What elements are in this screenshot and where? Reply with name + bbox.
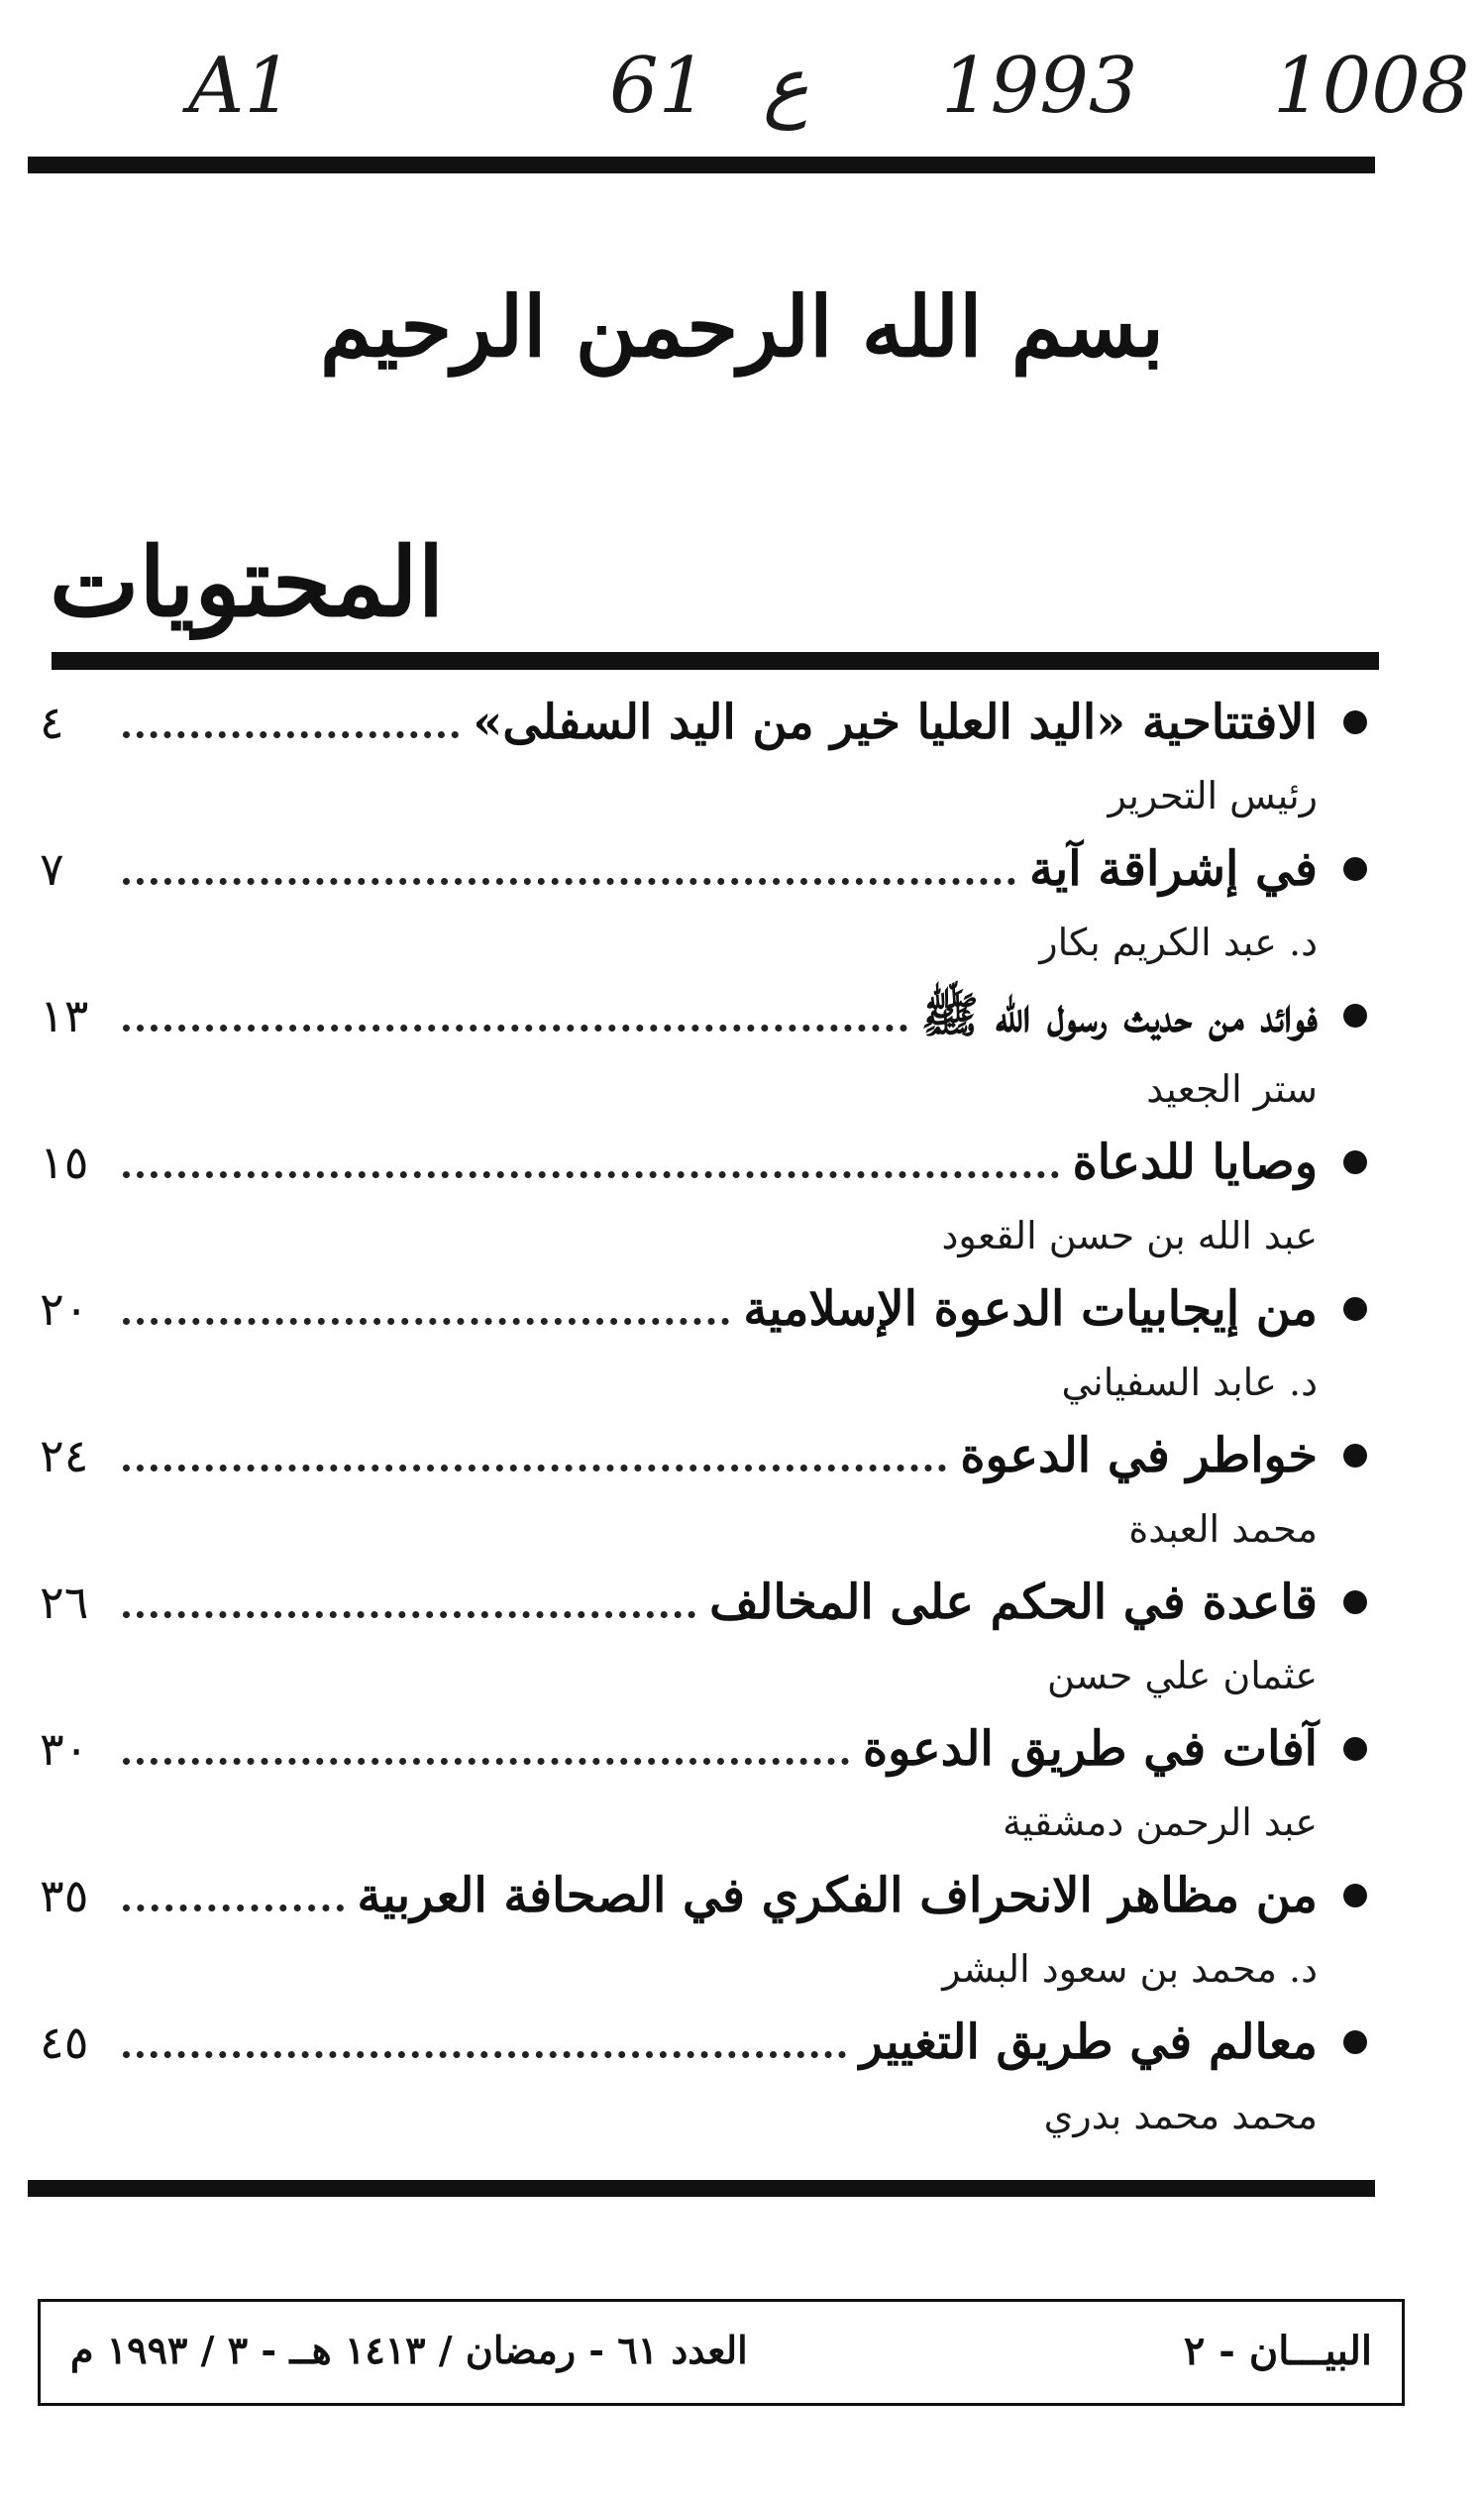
toc-page-number: ٣٠ [40,1722,89,1776]
dot-leader [123,1905,344,1911]
toc-author: د. عبد الكريم بكار [1039,921,1318,964]
toc-title[interactable]: قاعدة في الحكم على المخالف [709,1575,1318,1630]
toc-title[interactable]: آفات في طريق الدعوة [863,1721,1318,1777]
table-of-contents [40,684,1367,2150]
toc-title[interactable]: في إشراقة آية [1029,841,1318,897]
toc-entry[interactable] [40,977,1367,1124]
toc-entry[interactable] [40,1710,1367,1857]
handwritten-year: 1993 [941,42,1138,131]
contents-title: المحتويات [50,526,445,638]
toc-entry[interactable] [40,684,1367,830]
dot-leader [123,731,459,738]
magazine-page-label: البيـــان - ٢ [1183,2328,1372,2374]
dot-leader [123,1171,1059,1178]
toc-page-number: ٢٦ [40,1576,89,1629]
bullet-icon [1343,2030,1367,2054]
bullet-icon [1343,1297,1367,1321]
toc-entry[interactable] [40,1270,1367,1417]
dot-leader [123,1318,729,1325]
bullet-icon [1343,1150,1367,1174]
toc-author: محمد محمد بدري [1043,2094,1318,2137]
footer-box [38,2299,1405,2406]
bullet-icon [1343,1737,1367,1761]
toc-page-number: ٣٥ [40,1869,89,1922]
toc-entry[interactable] [40,1417,1367,1564]
bullet-icon [1343,710,1367,734]
toc-title[interactable]: خواطر في الدعوة [960,1428,1318,1483]
toc-author: عبد الرحمن دمشقية [1003,1800,1318,1844]
bullet-icon [1343,1004,1367,1028]
bullet-icon [1343,1444,1367,1468]
bullet-icon [1343,1590,1367,1614]
handwritten-issue-number: 61 [609,42,708,131]
handwritten-archive-id: 1008 [1273,42,1470,131]
toc-page-number: ٤ [40,696,64,749]
toc-page-number: ٧ [40,842,64,896]
toc-page-number: ٢٠ [40,1282,89,1336]
toc-title[interactable]: وصايا للدعاة [1072,1135,1318,1190]
toc-entry[interactable] [40,1564,1367,1710]
toc-title[interactable]: معالم في طريق التغيير [859,2014,1318,2070]
bullet-icon [1343,857,1367,881]
toc-entry[interactable] [40,1857,1367,2004]
toc-author: محمد العبدة [1128,1507,1318,1551]
dot-leader [123,2051,846,2058]
dot-leader [123,1025,907,1032]
bottom-rule [28,2180,1375,2197]
toc-title[interactable]: من إيجابيات الدعوة الإسلامية [743,1281,1318,1337]
toc-title[interactable]: من مظاهر الانحراف الفكري في الصحافة العربية [357,1868,1318,1923]
handwritten-volume: A1 [188,42,293,131]
dot-leader [123,878,1015,885]
top-rule [28,157,1375,173]
handwritten-issue-letter: ع [763,42,809,131]
toc-page-number: ٤٥ [40,2015,89,2069]
toc-author: عبد الله بن حسن القعود [941,1214,1318,1257]
toc-page-number: ١٣ [40,989,89,1042]
dot-leader [123,1465,946,1471]
basmala: بسم الله الرحمن الرحيم [320,277,1164,376]
toc-author: ستر الجعيد [1146,1067,1318,1111]
dot-leader [123,1758,849,1765]
toc-title[interactable]: الافتتاحية «اليد العليا خير من اليد السفلى» [473,695,1318,750]
dot-leader [123,1611,695,1618]
contents-rule [52,652,1379,670]
toc-author: د. محمد بن سعود البشر [942,1947,1318,1991]
bullet-icon [1343,1884,1367,1907]
toc-author: رئيس التحرير [1108,774,1318,817]
toc-page-number: ١٥ [40,1136,89,1189]
toc-title[interactable]: فوائد من حديث رسول الله ﷺ [920,988,1318,1043]
issue-info: العدد ٦١ - رمضان / ١٤١٣ هــ - ٣ / ١٩٩٣ م [70,2328,748,2372]
toc-page-number: ٢٤ [40,1429,89,1482]
toc-author: عثمان علي حسن [1047,1654,1318,1697]
toc-author: د. عابد السفياني [1061,1361,1318,1404]
toc-entry[interactable] [40,1124,1367,1270]
toc-entry[interactable] [40,830,1367,977]
toc-entry[interactable] [40,2004,1367,2150]
